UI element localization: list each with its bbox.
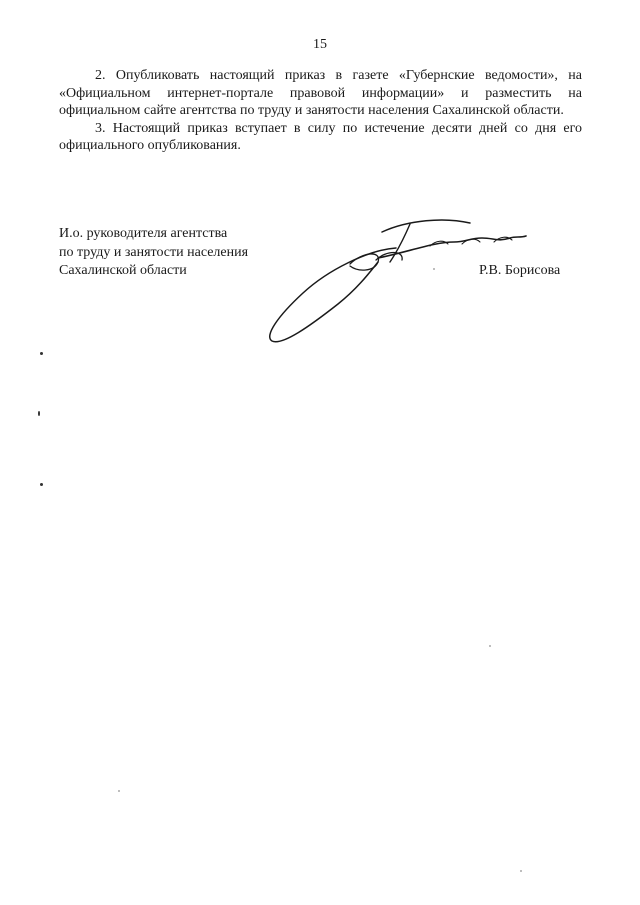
- paragraph-effective-date: 3. Настоящий приказ вступает в силу по истечение десяти дней со дня его официального опубликования.: [59, 120, 582, 153]
- signer-position-line: по труду и занятости населения: [59, 244, 249, 260]
- page-number: 15: [313, 37, 327, 52]
- signer-position-line: Сахалинской области: [59, 263, 187, 278]
- paragraph-publish: 2. Опубликовать настоящий приказ в газете «Губернские ведомости», на «Официальном интернет-портале правовой информации» и разместить на официальном сайте агентства по труду и занятости населения Сахалинской области.: [59, 68, 582, 118]
- body-text: [59, 67, 582, 155]
- scan-speck: [40, 352, 43, 355]
- scan-speck: [520, 870, 522, 872]
- scan-speck: [40, 483, 43, 486]
- signer-position-line: И.о. руководителя агентства: [59, 226, 228, 241]
- scan-speck: [118, 790, 120, 792]
- scan-speck: [489, 645, 491, 647]
- signer-name: Р.В. Борисова: [479, 263, 561, 278]
- scan-speck: [38, 411, 40, 416]
- scan-speck: [433, 268, 435, 270]
